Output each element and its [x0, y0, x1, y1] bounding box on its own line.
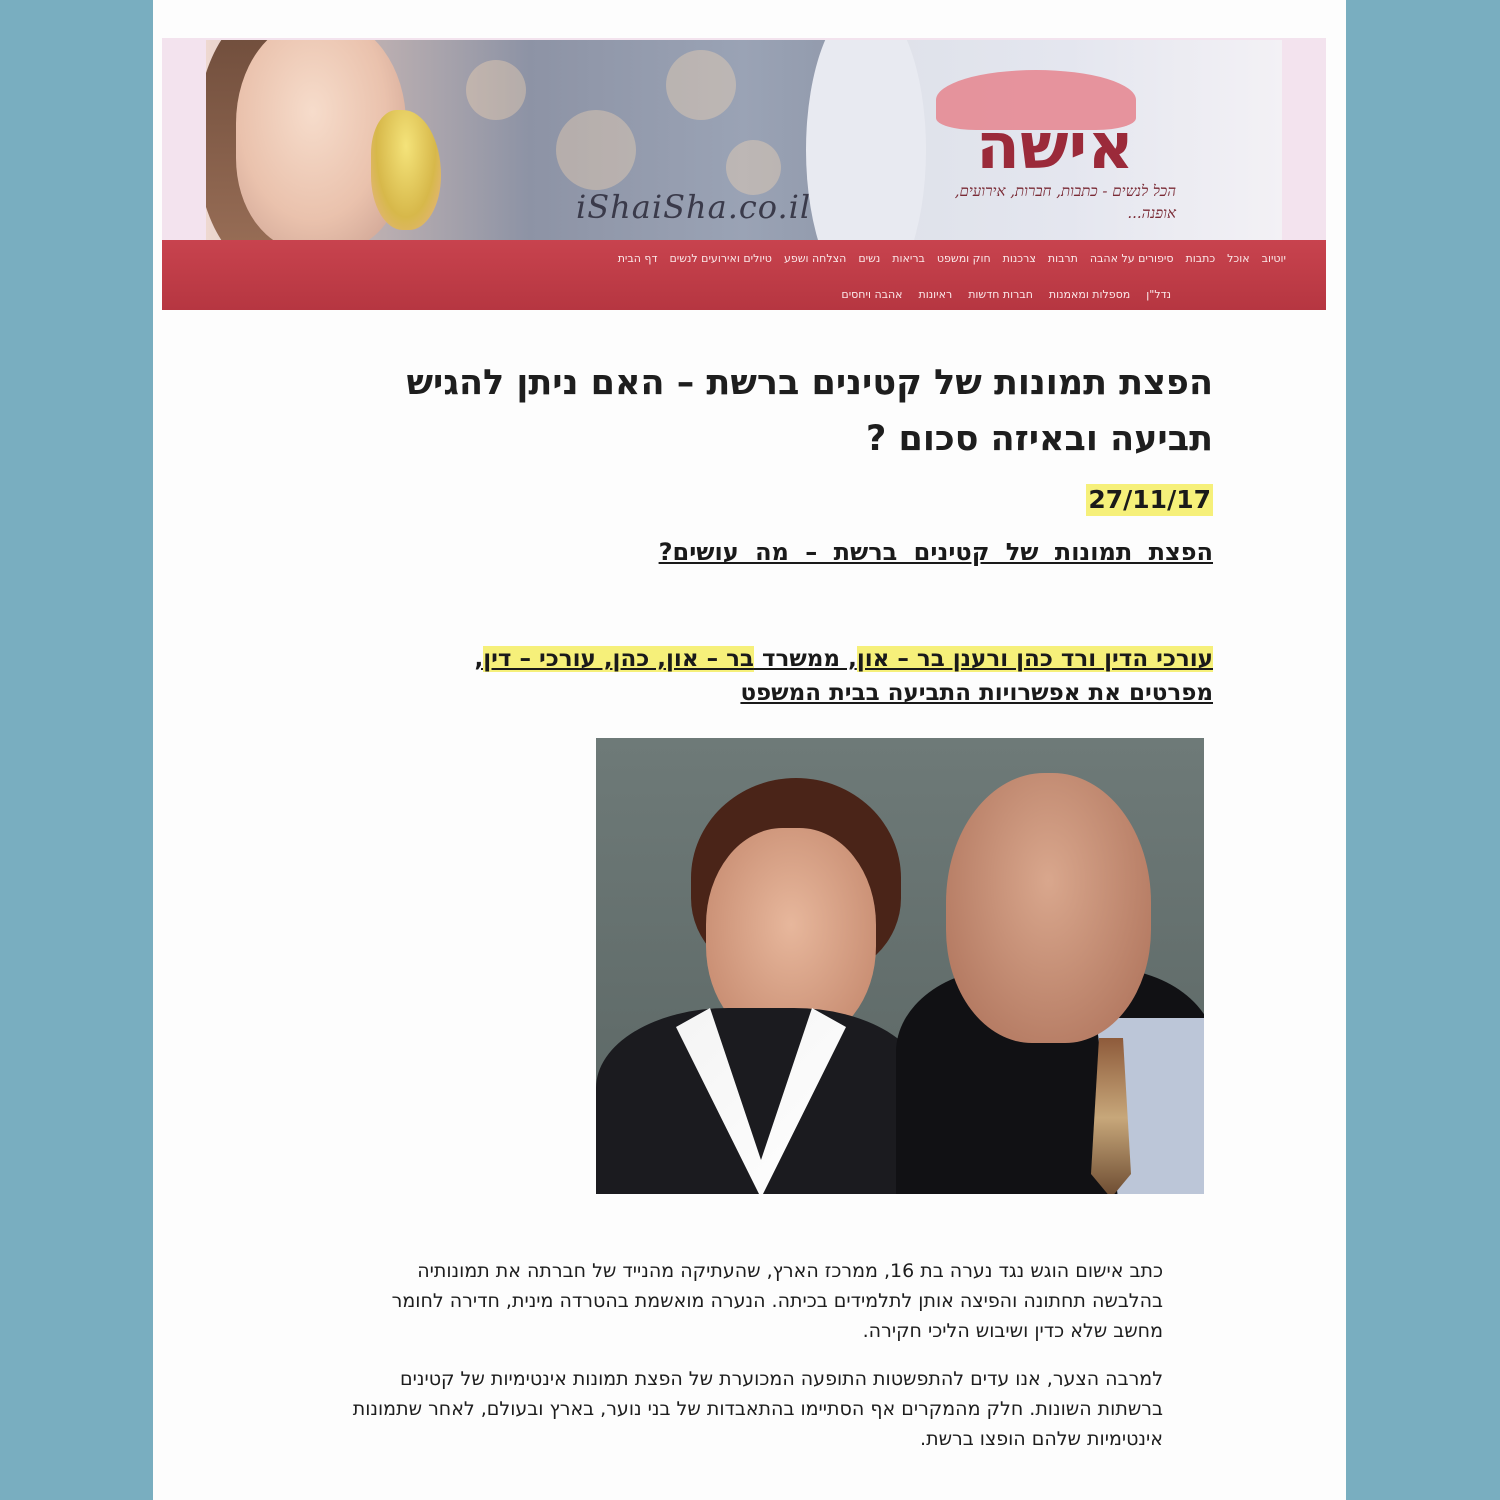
nav-primary-item[interactable]: חוק ומשפט — [936, 252, 991, 265]
nav-primary-item[interactable]: תרבות — [1047, 252, 1078, 265]
nav-secondary-item[interactable]: מספלות ומאמנות — [1048, 288, 1131, 301]
lawyers-photo — [596, 738, 1204, 1194]
nav-secondary-item[interactable]: ראיונות — [918, 288, 953, 301]
article-paragraph: כתב אישום הוגש נגד נערה בת 16, ממרכז הארץ, שהעתיקה מהנייד של חברתה את תמונותיה בהלבשה תחתונה והפיצה אותן לתלמידים בכיתה. הנערה מואשמת בהטרדה מינית, חדירה לחומר מחשב שלא כדין ושיבוש הליכי חקירה. — [391, 1260, 1163, 1342]
article-byline — [393, 642, 1213, 710]
main-nav — [162, 240, 1326, 310]
bokeh-light — [466, 60, 526, 120]
nav-primary-item[interactable]: סיפורים על אהבה — [1089, 252, 1174, 265]
nav-secondary-item[interactable]: נדל"ן — [1146, 288, 1171, 301]
banner-wave — [806, 40, 926, 240]
article-title: הפצת תמונות של קטינים ברשת – האם ניתן להגיש תביעה ובאיזה סכום ? — [406, 363, 1213, 459]
flowers-decoration — [371, 110, 441, 230]
nav-primary-item[interactable]: יוטיוב — [1261, 252, 1286, 265]
nav-row-primary — [618, 252, 1286, 265]
nav-secondary-item[interactable]: אהבה ויחסים — [841, 288, 903, 301]
article-paragraph: למרבה הצער, אנו עדים להתפשטות התופעה המכוערת של הפצת תמונות אינטימיות של קטינים ברשתות השונות. חלק מהמקרים אף הסתיימו בהתאבדות של בני נוער, בארץ ובעולם, לאחר שתמונות אינטימיות שלהם הופצו ברשת. — [352, 1368, 1163, 1450]
byline-firm: בר – און, כהן, עורכי – דין — [483, 646, 754, 672]
nav-primary-item[interactable]: בריאות — [892, 252, 925, 265]
byline-lawyers: עורכי הדין ורד כהן ורענן בר – און — [856, 646, 1213, 672]
site-header — [162, 38, 1326, 310]
article-date: 27/11/17 — [1088, 485, 1211, 514]
nav-primary-item[interactable]: נשים — [858, 252, 881, 265]
nav-primary-item[interactable]: הצלחה ושפע — [783, 252, 847, 265]
byline-description: , מפרטים את אפשרויות התביעה בבית המשפט — [474, 646, 1213, 706]
logo-tagline: הכל לנשים - כתבות, חברות, אירועים, אופנה... — [954, 182, 1176, 222]
article-subheading: הפצת תמונות של קטינים ברשת – מה עושים? — [658, 538, 1213, 566]
nav-primary-item[interactable]: דף הבית — [617, 252, 658, 265]
bokeh-light — [556, 110, 636, 190]
site-url: iShaiSha.co.il — [576, 188, 812, 226]
scanned-page — [153, 0, 1346, 1500]
nav-primary-item[interactable]: טיולים ואירועים לנשים — [669, 252, 772, 265]
bokeh-light — [666, 50, 736, 120]
man-face — [946, 773, 1151, 1043]
byline-connector: , ממשרד — [753, 646, 857, 672]
header-banner-image — [206, 40, 1282, 240]
site-logo[interactable]: אישה — [976, 110, 1134, 184]
nav-row-secondary — [841, 288, 1171, 301]
nav-primary-item[interactable]: כתבות — [1185, 252, 1216, 265]
nav-secondary-item[interactable]: חברות חדשות — [968, 288, 1033, 301]
nav-primary-item[interactable]: צרכנות — [1002, 252, 1036, 265]
bokeh-light — [726, 140, 781, 195]
nav-primary-item[interactable]: אוכל — [1227, 252, 1250, 265]
